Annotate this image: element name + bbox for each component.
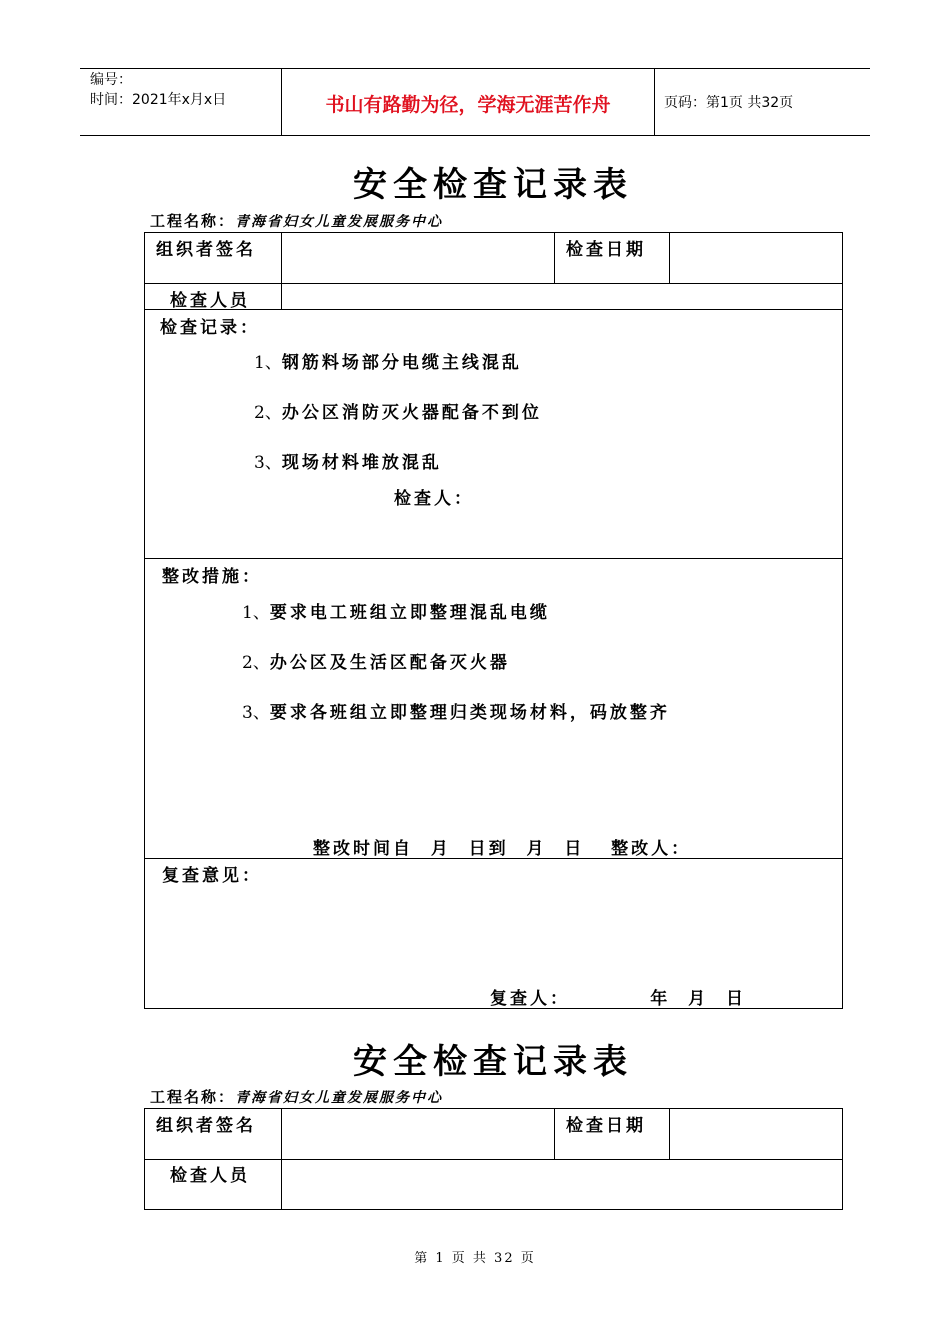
form-title: 安全检查记录表: [353, 165, 633, 205]
form-title: 安全检查记录表: [353, 1042, 633, 1082]
organizer-signature-label: 组织者签名: [156, 240, 256, 260]
organizer-signature-label: 组织者签名: [156, 1116, 256, 1136]
header-motto: 书山有路勤为径，学海无涯苦作舟: [325, 94, 611, 116]
page-footer: 第 1 页 共 32 页: [414, 1251, 536, 1266]
record-item: 1、钢筋料场部分电缆主线混乱: [254, 353, 522, 373]
check-date-label: 检查日期: [566, 240, 646, 260]
table-col-rule: [669, 1108, 670, 1159]
record-label: 检查记录：: [160, 318, 260, 338]
inspectors-label: 检查人员: [170, 291, 250, 311]
header-divider: [654, 68, 655, 135]
measure-item: 2、办公区及生活区配备灭火器: [242, 653, 510, 673]
measure-item: 1、要求电工班组立即整理混乱电缆: [242, 603, 550, 623]
doc-number-label: 编号：: [90, 72, 132, 88]
table-col-rule: [281, 1108, 282, 1210]
project-label: 工程名称：: [150, 212, 236, 230]
table-col-rule: [554, 232, 555, 283]
table-col-rule: [554, 1108, 555, 1159]
table-rule: [144, 283, 843, 284]
project-value: 青海省妇女儿童发展服务中心: [235, 1090, 444, 1106]
check-date-label: 检查日期: [566, 1116, 646, 1136]
inspectors-label: 检查人员: [170, 1166, 250, 1186]
project-label: 工程名称：: [150, 1088, 236, 1106]
reviewer-line: 复查人： 年 月 日: [490, 989, 746, 1009]
header-page-code: 页码：第1页 共32页: [664, 95, 794, 111]
table-col-rule: [669, 232, 670, 283]
inspector-signature: 检查人：: [394, 489, 474, 509]
measure-item: 3、要求各班组立即整理归类现场材料，码放整齐: [242, 703, 670, 723]
table-rule: [144, 1159, 843, 1160]
review-opinion-label: 复查意见：: [162, 866, 262, 886]
table-rule: [144, 558, 843, 559]
rectify-time-line: 整改时间自 月 日到 月 日 整改人：: [313, 839, 692, 859]
record-item: 2、办公区消防灭火器配备不到位: [254, 403, 542, 423]
record-item: 3、现场材料堆放混乱: [254, 453, 442, 473]
doc-time: 时间：2021年x月x日: [90, 92, 227, 108]
header-top-rule: [80, 68, 870, 69]
rectify-measures-label: 整改措施：: [162, 567, 262, 587]
project-value: 青海省妇女儿童发展服务中心: [235, 214, 444, 230]
project-name-line: [150, 210, 443, 231]
header-bottom-rule: [80, 135, 870, 136]
table-col-rule: [281, 232, 282, 309]
project-name-line: [150, 1086, 443, 1107]
